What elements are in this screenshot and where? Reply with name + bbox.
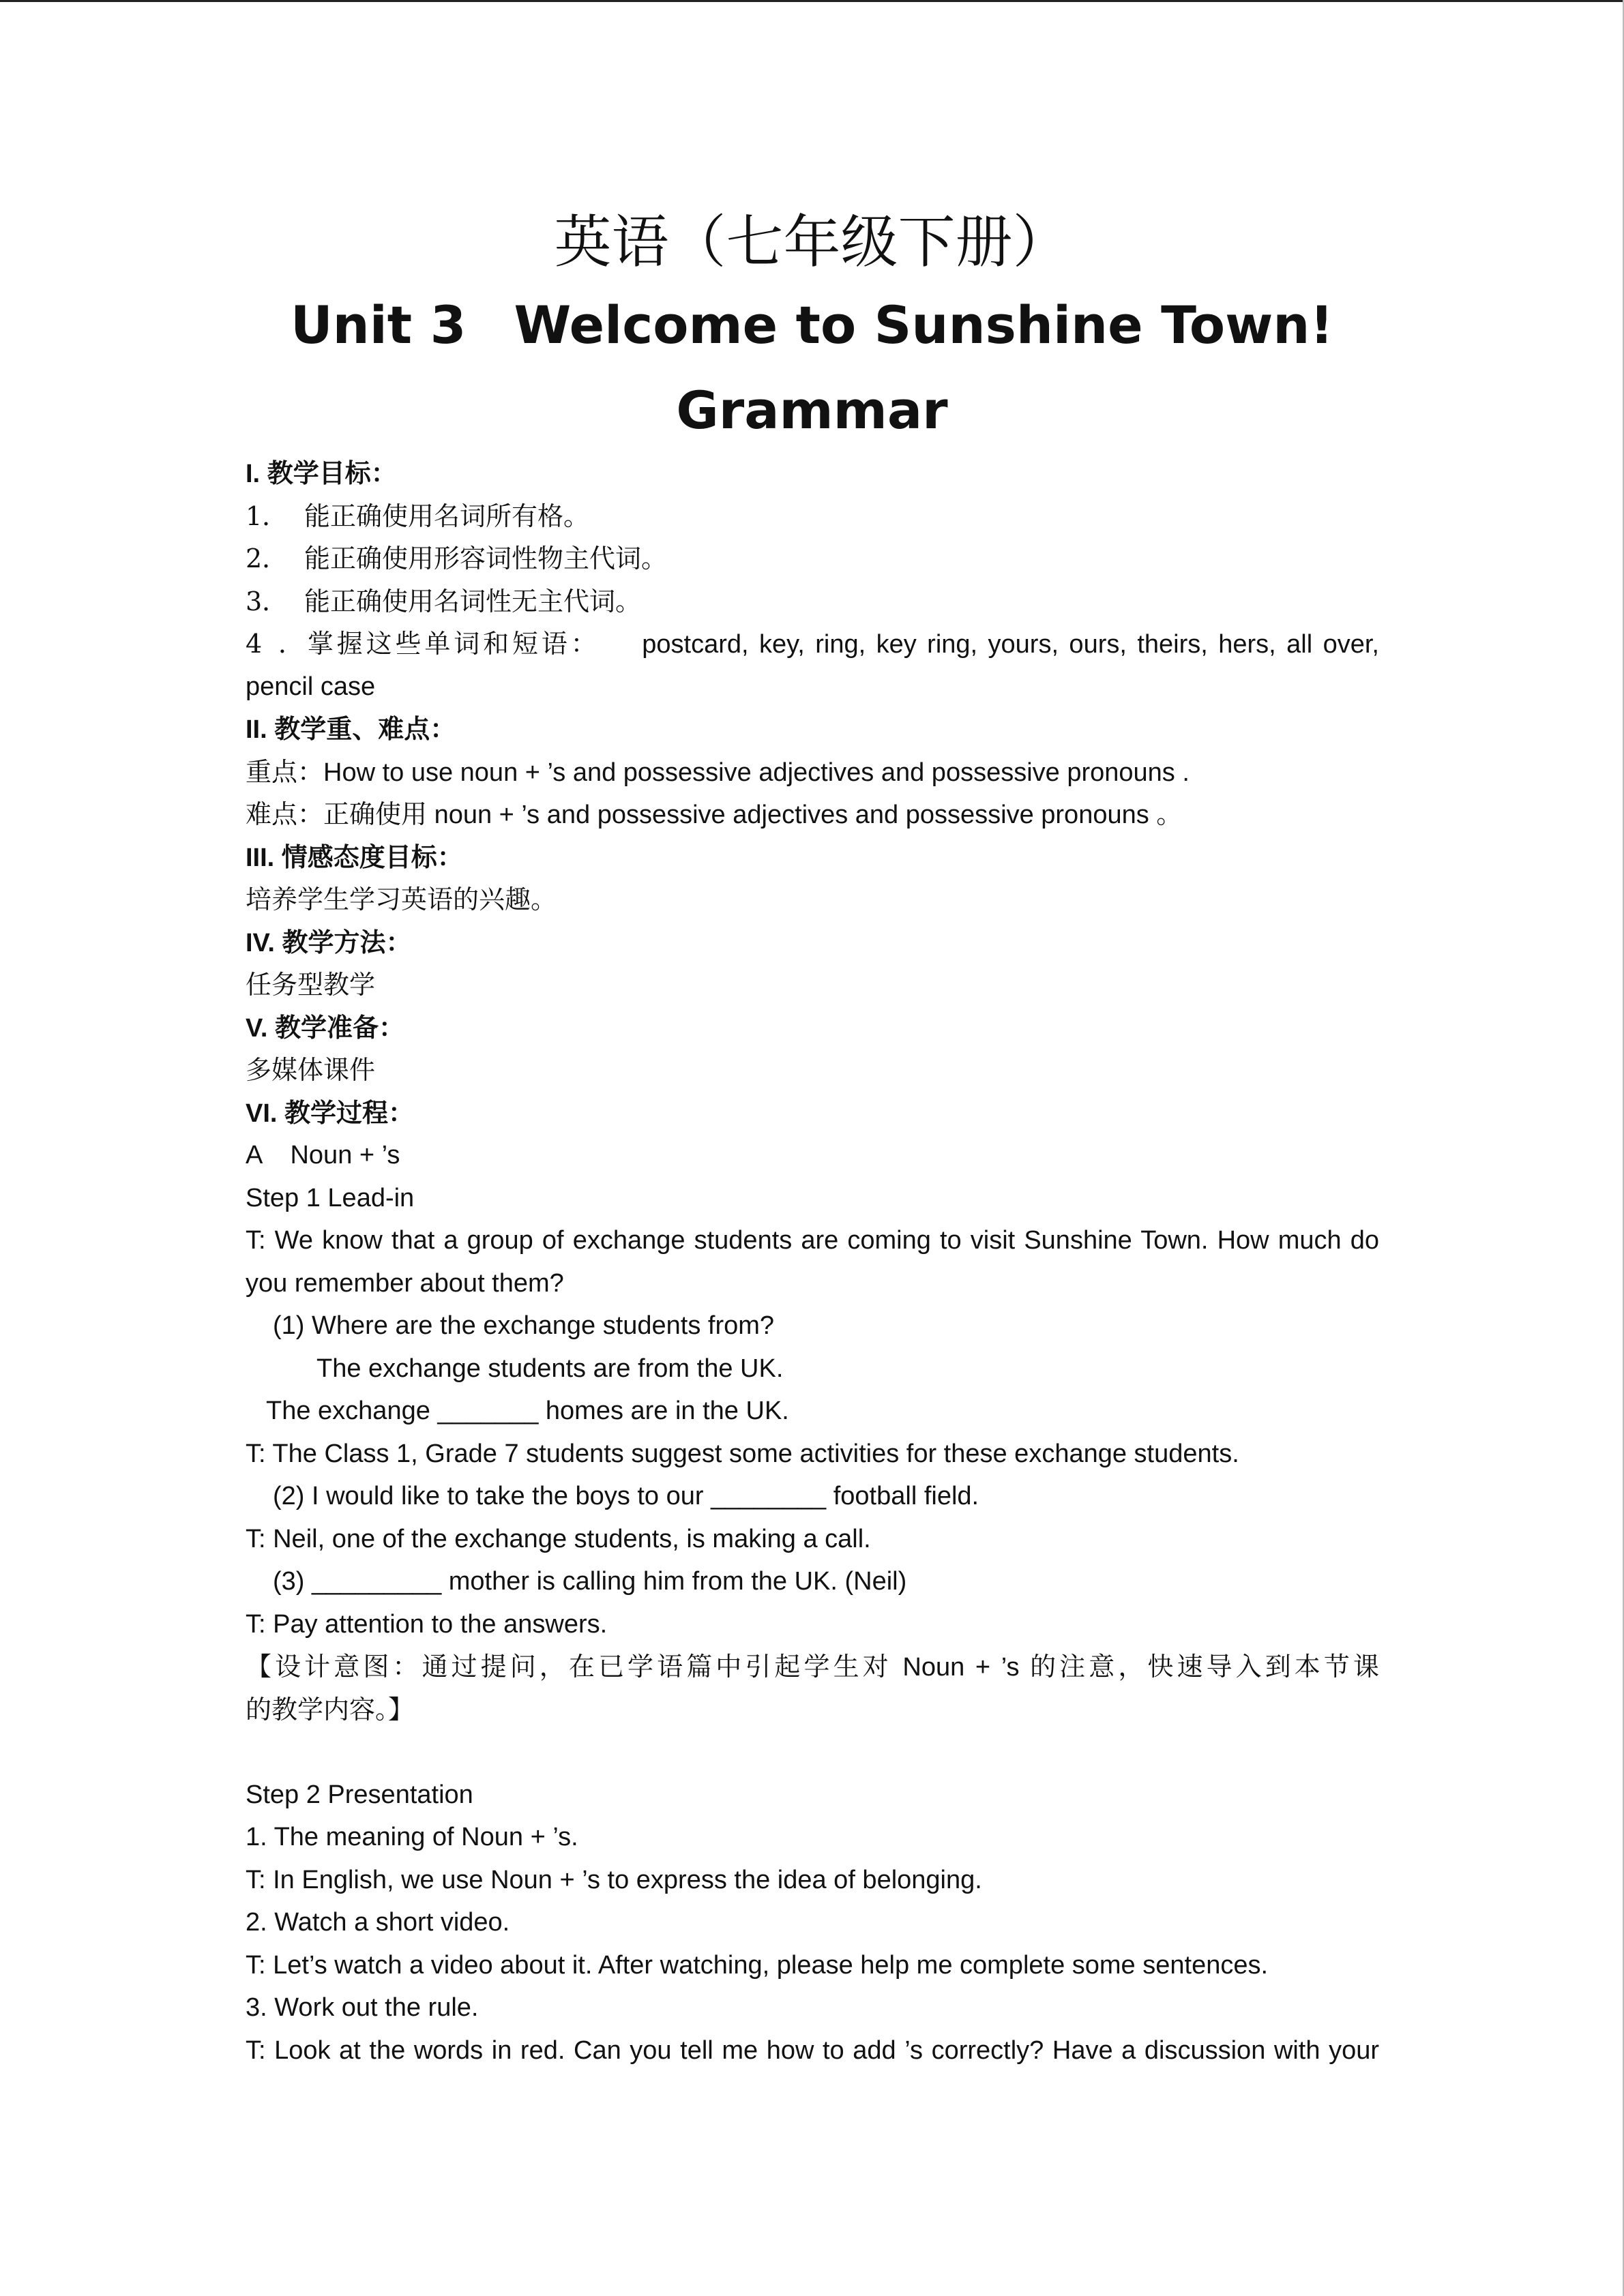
heading-number: III.	[246, 843, 275, 872]
heading-number: II.	[246, 715, 267, 744]
teacher-line: T: In English, we use Noun + ’s to express the idea of belonging.	[246, 1865, 982, 1894]
design-intent	[246, 1645, 1379, 1688]
procedure-item: 2. Watch a short video.	[246, 1908, 510, 1937]
teacher-line: you remember about them?	[246, 1268, 564, 1298]
top-border	[0, 0, 1624, 2]
preparation-text: 多媒体课件	[246, 1055, 376, 1085]
teacher-line: T: Look at the words in red. Can you tell me how to add ’s correctly? Have a discussion with your	[246, 2036, 1379, 2065]
key-text: How to use noun + ’s and possessive adjectives and possessive pronouns .	[323, 758, 1190, 787]
heading-text: 教学重、难点：	[274, 713, 456, 744]
section-heading-key-points	[246, 708, 1379, 751]
unit-title: Welcome to Sunshine Town!	[514, 295, 1334, 355]
section-heading-method	[246, 921, 1379, 964]
procedure-item: 1. The meaning of Noun + ’s.	[246, 1823, 578, 1851]
question-line: (2) I would like to take the boys to our ________ football field.	[273, 1482, 979, 1510]
key-point	[246, 751, 1379, 794]
heading-text: 教学准备：	[274, 1011, 404, 1043]
answer-line: The exchange students are from the UK.	[316, 1354, 784, 1383]
item-number: 3．	[246, 586, 289, 616]
item-number: 1．	[246, 501, 289, 531]
item-text: 能正确使用名词性无主代词。	[304, 586, 642, 616]
teacher-line: T: Pay attention to the answers.	[246, 1609, 608, 1639]
heading-number: VI.	[246, 1099, 278, 1128]
section-heading-preparation	[246, 1007, 1379, 1049]
teacher-line: T: The Class 1, Grade 7 students suggest some activities for these exchange students.	[246, 1439, 1239, 1468]
document-body	[246, 452, 1379, 2072]
question-line: (1) Where are the exchange students from?	[273, 1311, 775, 1340]
teacher-line: T: Let’s watch a video about it. After watching, please help me complete some sentences.	[246, 1950, 1269, 1980]
design-text: 的注意，快速导入到本节课	[1030, 1652, 1379, 1682]
heading-text: 教学目标：	[267, 458, 397, 488]
title-chinese: 英语（七年级下册）	[554, 209, 1070, 275]
design-term: Noun + ’s	[891, 1653, 1031, 1682]
title-unit	[0, 284, 1624, 366]
item-number: 4．	[246, 629, 304, 659]
design-text: 【设计意图：通过提问，在已学语篇中引起学生对	[246, 1652, 892, 1682]
list-item-vocabulary	[246, 623, 1379, 666]
section-heading-procedure	[246, 1092, 1379, 1135]
heading-number: I.	[246, 460, 261, 488]
spacer	[246, 1731, 1379, 1774]
question-line: (3) _________ mother is calling him from the UK. (Neil)	[273, 1567, 907, 1596]
title-lesson: Grammar	[676, 380, 948, 441]
part-a-heading: A Noun + ’s	[246, 1141, 400, 1169]
unit-label: Unit 3	[290, 295, 467, 355]
vocabulary-words: postcard, key, ring, key ring, yours, ours, theirs, hers, all over,	[642, 630, 1379, 659]
method-text: 任务型教学	[246, 970, 376, 1000]
key-label: 重点：	[246, 756, 324, 787]
attitude-text: 培养学生学习英语的兴趣。	[246, 884, 557, 914]
list-item	[246, 580, 1379, 623]
vocabulary-continuation: pencil case	[246, 672, 376, 701]
item-label: 掌握这些单词和短语：	[304, 629, 600, 659]
item-text: 能正确使用名词所有格。	[304, 501, 590, 531]
difficult-cn: 正确使用	[323, 799, 428, 829]
difficult-label: 难点：	[246, 799, 324, 829]
section-heading-attitude	[246, 836, 1379, 879]
list-item	[246, 537, 1379, 580]
design-intent-continuation: 的教学内容。】	[246, 1694, 415, 1725]
section-heading-objectives	[246, 452, 1379, 495]
difficult-text: noun + ’s and possessive adjectives and possessive pronouns 。	[427, 801, 1183, 829]
step-heading: Step 2 Presentation	[246, 1780, 473, 1809]
answer-line: The exchange _______ homes are in the UK.	[266, 1397, 789, 1425]
item-number: 2．	[246, 543, 289, 573]
difficult-point	[246, 793, 1379, 836]
list-item	[246, 495, 1379, 538]
item-text: 能正确使用形容词性物主代词。	[304, 543, 668, 573]
heading-text: 情感态度目标：	[281, 841, 463, 872]
heading-text: 教学方法：	[282, 926, 412, 957]
teacher-line: T: We know that a group of exchange students are coming to visit Sunshine Town. How much do	[246, 1226, 1379, 1255]
heading-number: IV.	[246, 928, 275, 957]
procedure-item: 3. Work out the rule.	[246, 1993, 479, 2022]
heading-text: 教学过程：	[284, 1097, 415, 1128]
heading-number: V.	[246, 1013, 268, 1043]
step-heading: Step 1 Lead-in	[246, 1183, 415, 1212]
teacher-line: T: Neil, one of the exchange students, is making a call.	[246, 1524, 871, 1553]
